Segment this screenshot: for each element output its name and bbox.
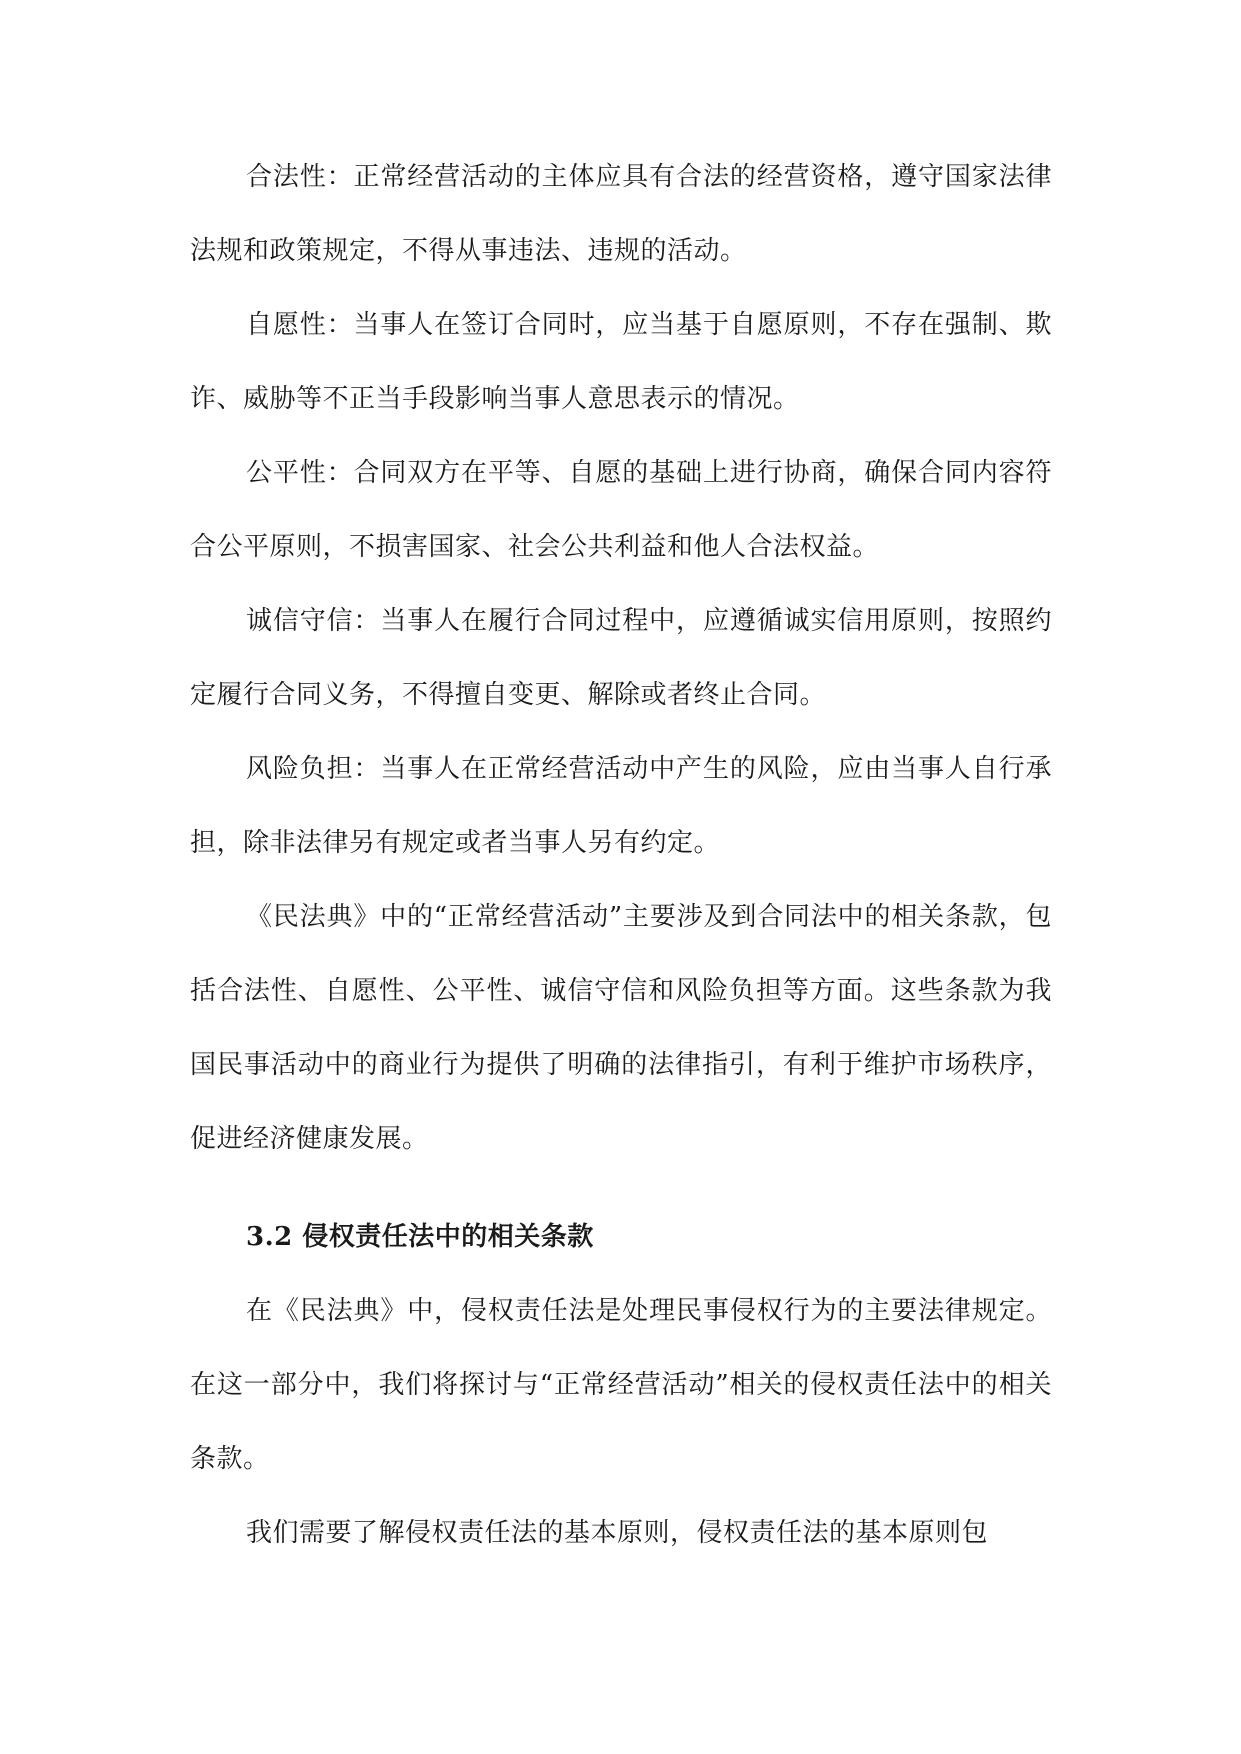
paragraph-tort-intro: 在《民法典》中，侵权责任法是处理民事侵权行为的主要法律规定。在这一部分中，我们将探讨与“正常经营活动”相关的侵权责任法中的相关条款。 (190, 1296, 1052, 1474)
paragraph-fairness: 公平性：合同双方在平等、自愿的基础上进行协商，确保合同内容符合公平原则，不损害国家、社会公共利益和他人合法权益。 (190, 458, 1052, 562)
paragraph-legality: 合法性：正常经营活动的主体应具有合法的经营资格，遵守国家法律法规和政策规定，不得从事违法、违规的活动。 (190, 162, 1052, 266)
paragraph-risk-bearing: 风险负担：当事人在正常经营活动中产生的风险，应由当事人自行承担，除非法律另有规定或者当事人另有约定。 (190, 754, 1052, 858)
paragraph-tort-principles: 我们需要了解侵权责任法的基本原则，侵权责任法的基本原则包 (246, 1518, 989, 1548)
paragraph-summary: 《民法典》中的“正常经营活动”主要涉及到合同法中的相关条款，包括合法性、自愿性、公平性、诚信守信和风险负担等方面。这些条款为我国民事活动中的商业行为提供了明确的法律指引，有利于维护市场秩序，促进经济健康发展。 (190, 902, 1052, 1154)
section-heading: 3.2 侵权责任法中的相关条款 (246, 1222, 594, 1252)
paragraph-voluntariness: 自愿性：当事人在签订合同时，应当基于自愿原则，不存在强制、欺诈、威胁等不正当手段影响当事人意思表示的情况。 (190, 310, 1052, 414)
paragraph-good-faith: 诚信守信：当事人在履行合同过程中，应遵循诚实信用原则，按照约定履行合同义务，不得擅自变更、解除或者终止合同。 (190, 606, 1052, 710)
document-body (190, 140, 1052, 1570)
